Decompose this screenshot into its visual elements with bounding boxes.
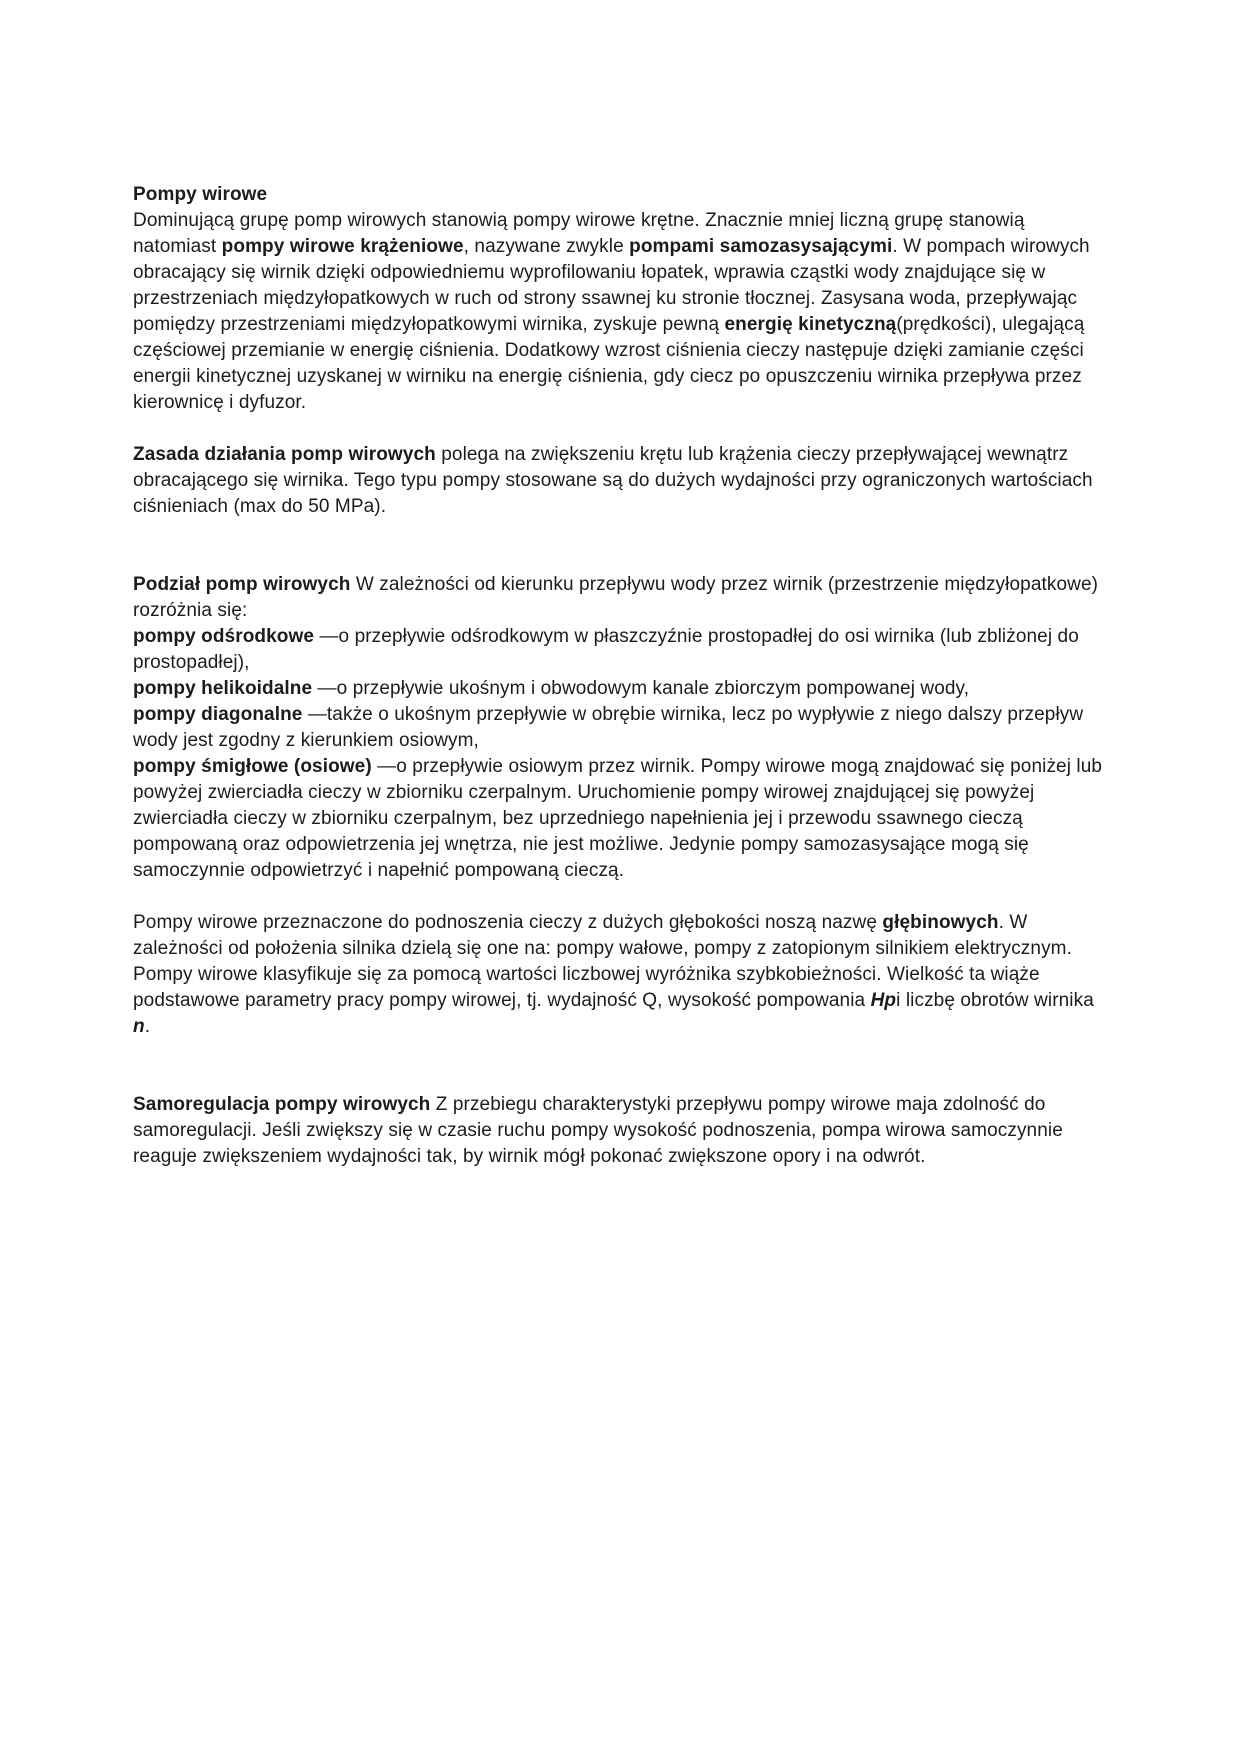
text-run: n [133, 1016, 145, 1037]
text-run: pompami samozasysającymi [629, 236, 893, 257]
blank-line [133, 546, 1107, 572]
paragraph [133, 208, 1107, 416]
text-run: pompy helikoidalne [133, 678, 313, 699]
text-run: pompy wirowe krążeniowe [221, 236, 464, 257]
text-run: —o przepływie ukośnym i obwodowym kanale zbiorczym pompowanej wody, [312, 678, 970, 699]
text-run: Hp [870, 990, 897, 1011]
paragraph [133, 754, 1107, 884]
text-run: głębinowych [882, 912, 999, 933]
blank-line [133, 884, 1107, 910]
text-run: —także o ukośnym przepływie w obrębie wirnika, lecz po wypływie z niego dalszy przepływ wody jest zgodny z kierunkiem osiowym, [133, 704, 1084, 751]
text-run: energię kinetyczną [724, 314, 897, 335]
paragraph [133, 910, 1107, 1040]
blank-line [133, 1040, 1107, 1066]
document-content [133, 182, 1107, 1170]
text-run: . W zależności od położenia silnika dzielą się one na: pompy wałowe, pompy z zatopionym silnikiem elektrycznym. Pompy wirowe klasyfikuje się za pomocą wartości liczbowej wyróżnika szybkobieżności. Wielkość ta wiąże podstawowe parametry pracy pompy wirowej, tj. wydajność Q, wysokość pompowania [133, 912, 1072, 1011]
text-run: . W pompach wirowych obracający się wirnik dzięki odpowiedniemu wyprofilowaniu łopatek, wprawia cząstki wody znajdujące się w przestrzeniach międzyłopatkowych w ruch od strony ssawnej ku stronie tłocznej. Zasysana woda, przepływając pomiędzy przestrzeniami międzyłopatkowymi wirnika, zyskuje pewną [133, 236, 1090, 335]
paragraph [133, 702, 1107, 754]
paragraph [133, 182, 1107, 208]
text-run: W zależności od kierunku przepływu wody przez wirnik (przestrzenie międzyłopatkowe) rozróżnia się: [133, 574, 1099, 621]
text-run: Pompy wirowe przeznaczone do podnoszenia cieczy z dużych głębokości noszą nazwę [133, 912, 883, 933]
text-run: pompy śmigłowe (osiowe) [133, 756, 372, 777]
text-run: (prędkości), ulegającą częściowej przemianie w energię ciśnienia. Dodatkowy wzrost ciśnienia cieczy następuje dzięki zamianie części energii kinetycznej uzyskanej w wirniku na energię ciśnienia, gdy ciecz po opuszczeniu wirnika przepływa przez kierownicę i dyfuzor. [133, 314, 1085, 413]
paragraph [133, 572, 1107, 624]
text-run: Pompy wirowe [133, 184, 268, 205]
text-run: pompy odśrodkowe [133, 626, 315, 647]
paragraph [133, 442, 1107, 520]
text-run: —o przepływie osiowym przez wirnik. Pompy wirowe mogą znajdować się poniżej lub powyżej zwierciadła cieczy w zbiorniku czerpalnym. Uruchomienie pompy wirowej znajdującej się powyżej zwierciadła cieczy w zbiorniku czerpalnym, bez uprzedniego napełnienia jej i przewodu ssawnego cieczą pompowaną oraz odpowietrzenia jej wnętrza, nie jest możliwe. Jedynie pompy samozasysające mogą się samoczynnie odpowietrzyć i napełnić pompowaną cieczą. [133, 756, 1103, 881]
text-run: Samoregulacja pompy wirowych [133, 1094, 431, 1115]
text-run: Dominującą grupę pomp wirowych stanowią pompy wirowe krętne. Znacznie mniej liczną grupę stanowią natomiast [133, 210, 1025, 257]
text-run: Zasada działania pomp wirowych [133, 444, 436, 465]
text-run: —o przepływie odśrodkowym w płaszczyźnie prostopadłej do osi wirnika (lub zbliżonej do prostopadłej), [133, 626, 1079, 673]
paragraph [133, 624, 1107, 676]
text-run: i liczbę obrotów wirnika [896, 990, 1094, 1011]
text-run: . [144, 1016, 151, 1037]
blank-line [133, 520, 1107, 546]
text-run: Podział pomp wirowych [133, 574, 351, 595]
text-run: polega na zwiększeniu krętu lub krążenia cieczy przepływającej wewnątrz obracającego się wirnika. Tego typu pompy stosowane są do dużych wydajności przy ograniczonych wartościach ciśnieniach (max do 50 MPa). [133, 444, 1093, 517]
text-run: pompy diagonalne [133, 704, 303, 725]
blank-line [133, 416, 1107, 442]
text-run: Z przebiegu charakterystyki przepływu pompy wirowe maja zdolność do samoregulacji. Jeśli zwiększy się w czasie ruchu pompy wysokość podnoszenia, pompa wirowa samoczynnie reaguje zwiększeniem wydajności tak, by wirnik mógł pokonać zwiększone opory i na odwrót. [133, 1094, 1063, 1167]
blank-line [133, 1066, 1107, 1092]
paragraph [133, 1092, 1107, 1170]
paragraph [133, 676, 1107, 702]
text-run: , nazywane zwykle [463, 236, 630, 257]
